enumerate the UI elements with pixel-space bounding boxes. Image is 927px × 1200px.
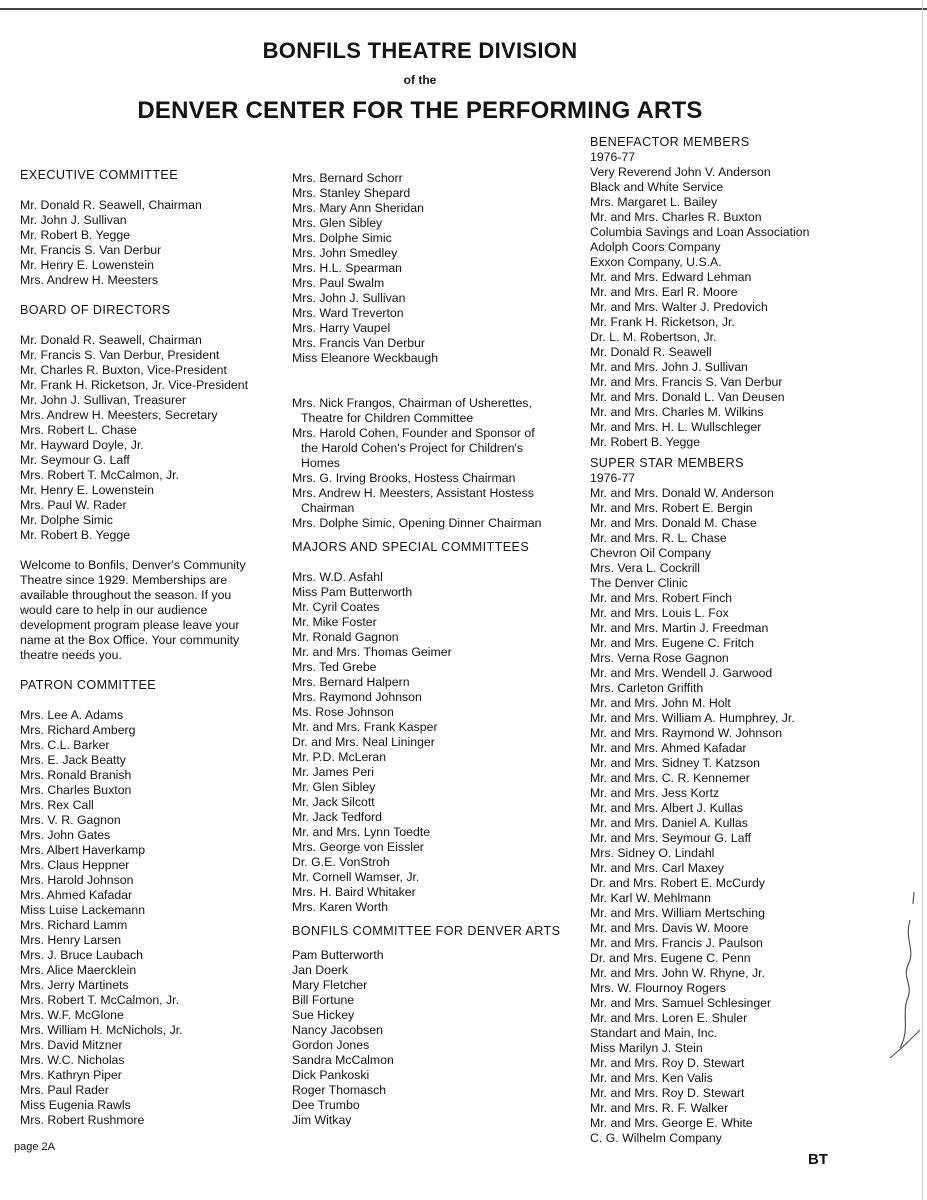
organization-title: DENVER CENTER FOR THE PERFORMING ARTS — [137, 97, 703, 124]
list-item: Mrs. Robert T. McCalmon, Jr. — [20, 993, 179, 1007]
chair-entry: Mrs. Harold Cohen, Founder and Sponsor of — [292, 426, 535, 440]
page-title: BONFILS THEATRE DIVISION — [262, 38, 578, 63]
list-item: Exxon Company, U.S.A. — [590, 255, 722, 269]
list-item: Mr. Frank H. Ricketson, Jr. Vice-President — [20, 378, 249, 392]
list-item: Columbia Savings and Loan Association — [590, 225, 810, 239]
superstar-heading: SUPER STAR MEMBERS — [590, 456, 744, 470]
list-item: Miss Eleanore Weckbaugh — [292, 351, 439, 365]
list-item: Mr. and Mrs. Roy D. Stewart — [590, 1086, 745, 1100]
list-item: Mrs. John J. Sullivan — [292, 291, 406, 305]
list-item: Mrs. Dolphe Simic — [292, 231, 392, 245]
welcome-line: available throughout the season. If you — [20, 588, 232, 602]
list-item: Mr. and Mrs. Raymond W. Johnson — [590, 726, 783, 740]
section-code: BT — [808, 1151, 828, 1168]
list-item: Mrs. Francis Van Derbur — [292, 336, 426, 350]
list-item: Mr. and Mrs. John M. Holt — [590, 696, 731, 710]
list-item: Mrs. Paul W. Rader — [20, 498, 127, 512]
benefactor-heading: BENEFACTOR MEMBERS — [590, 135, 750, 149]
list-item: Mrs. Mary Ann Sheridan — [292, 201, 424, 215]
list-item: Mrs. W.D. Asfahl — [292, 570, 383, 584]
list-item: Mrs. Margaret L. Bailey — [590, 195, 718, 209]
list-item: Miss Marilyn J. Stein — [590, 1041, 703, 1055]
list-item: Sue Hickey — [292, 1008, 355, 1022]
list-item: Mr. Donald R. Seawell — [590, 345, 712, 359]
list-item: Mr. and Mrs. John W. Rhyne, Jr. — [590, 966, 765, 980]
list-item: Mrs. V. R. Gagnon — [20, 813, 121, 827]
list-item: Dick Pankoski — [292, 1068, 370, 1082]
list-item: Mrs. Ward Treverton — [292, 306, 404, 320]
list-item: Mrs. Stanley Shepard — [292, 186, 411, 200]
list-item: Dr. and Mrs. Robert E. McCurdy — [590, 876, 765, 890]
list-item: Mr. Seymour G. Laff — [20, 453, 130, 467]
list-item: Mrs. Karen Worth — [292, 900, 389, 914]
list-item: Mr. and Mrs. Francis S. Van Derbur — [590, 375, 783, 389]
list-item: Mr. and Mrs. Donald M. Chase — [590, 516, 757, 530]
list-item: Dee Trumbo — [292, 1098, 360, 1112]
list-item: Mr. Francis S. Van Derbur — [20, 243, 162, 257]
list-item: Mr. Karl W. Mehlmann — [590, 891, 711, 905]
list-item: Mr. and Mrs. Donald L. Van Deusen — [590, 390, 785, 404]
column-left — [20, 168, 285, 1128]
list-item: Mrs. Andrew H. Meesters, Secretary — [20, 408, 218, 422]
list-item: Nancy Jacobsen — [292, 1023, 383, 1037]
list-item: Mr. Robert B. Yegge — [590, 435, 701, 449]
list-item: Mr. Cyril Coates — [292, 600, 380, 614]
list-item: The Denver Clinic — [590, 576, 688, 590]
list-item: Mr. and Mrs. Ken Valis — [590, 1071, 713, 1085]
list-item: Mrs. Raymond Johnson — [292, 690, 422, 704]
list-item: Mrs. Albert Haverkamp — [20, 843, 146, 857]
list-item: Standart and Main, Inc. — [590, 1026, 718, 1040]
list-item: Mr. and Mrs. H. L. Wullschleger — [590, 420, 762, 434]
list-item: Mrs. Lee A. Adams — [20, 708, 124, 722]
list-item: Mrs. George von Eissler — [292, 840, 424, 854]
list-item: Mr. and Mrs. Carl Maxey — [590, 861, 724, 875]
chair-entry-continued: Homes — [301, 456, 340, 470]
handwritten-mark — [880, 880, 925, 1070]
list-item: Mr. and Mrs. C. R. Kennemer — [590, 771, 750, 785]
list-item: Mrs. Sidney O. Lindahl — [590, 846, 715, 860]
executive-committee-list — [20, 198, 285, 288]
list-item: Mr. and Mrs. Eugene C. Fritch — [590, 636, 755, 650]
list-item: Mr. Robert B. Yegge — [20, 228, 131, 242]
arts-committee-heading: BONFILS COMMITTEE FOR DENVER ARTS — [292, 924, 561, 938]
patron-committee-list — [20, 708, 285, 1128]
board-list — [20, 333, 285, 543]
list-item: Mrs. Ronald Branish — [20, 768, 132, 782]
list-item: Mr. and Mrs. Ahmed Kafadar — [590, 741, 747, 755]
list-item: Mr. and Mrs. Jess Kortz — [590, 786, 720, 800]
list-item: Mr. Donald R. Seawell, Chairman — [20, 333, 202, 347]
list-item: Mr. Hayward Doyle, Jr. — [20, 438, 144, 452]
list-item: Miss Eugenia Rawls — [20, 1098, 131, 1112]
list-item: Mrs. William H. McNichols, Jr. — [20, 1023, 183, 1037]
list-item: Mr. and Mrs. Albert J. Kullas — [590, 801, 744, 815]
column-right — [590, 135, 910, 1146]
list-item: Mrs. Henry Larsen — [20, 933, 122, 947]
welcome-paragraph — [20, 558, 285, 663]
list-item: Mrs. Bernard Halpern — [292, 675, 410, 689]
list-item: Mrs. Glen Sibley — [292, 216, 383, 230]
list-item: Mr. P.D. McLeran — [292, 750, 387, 764]
top-rule — [0, 8, 927, 10]
list-item: Mrs. Claus Heppner — [20, 858, 130, 872]
list-item: Mrs. John Smedley — [292, 246, 398, 260]
column-middle — [292, 171, 582, 1128]
list-item: Mr. and Mrs. Samuel Schlesinger — [590, 996, 772, 1010]
welcome-line: name at the Box Office. Your community — [20, 633, 240, 647]
list-item: Mr. and Mrs. R. F. Walker — [590, 1101, 729, 1115]
list-item: Mr. and Mrs. Donald W. Anderson — [590, 486, 774, 500]
list-item: Miss Luise Lackemann — [20, 903, 146, 917]
list-item: Mrs. Ted Grebe — [292, 660, 377, 674]
list-item: Mr. and Mrs. Edward Lehman — [590, 270, 752, 284]
list-item: Mr. John J. Sullivan, Treasurer — [20, 393, 187, 407]
list-item: Mr. and Mrs. Earl R. Moore — [590, 285, 738, 299]
list-item: Mr. and Mrs. Roy D. Stewart — [590, 1056, 745, 1070]
list-item: Mrs. E. Jack Beatty — [20, 753, 126, 767]
list-item: Mr. Henry E. Lowenstein — [20, 483, 154, 497]
list-item: Mrs. Paul Swalm — [292, 276, 385, 290]
list-item: Mrs. Bernard Schorr — [292, 171, 403, 185]
welcome-line: Welcome to Bonfils, Denver's Community — [20, 558, 246, 572]
list-item: Gordon Jones — [292, 1038, 370, 1052]
list-item: Mr. and Mrs. Wendell J. Garwood — [590, 666, 773, 680]
chair-entry-continued: Chairman — [301, 501, 355, 515]
list-item: Mrs. Carleton Griffith — [590, 681, 704, 695]
chair-entry-continued: the Harold Cohen's Project for Children's — [301, 441, 524, 455]
list-item: Mary Fletcher — [292, 978, 368, 992]
list-item: Mrs. H. Baird Whitaker — [292, 885, 416, 899]
list-item: Mrs. Robert Rushmore — [20, 1113, 145, 1127]
list-item: Jan Doerk — [292, 963, 349, 977]
list-item: Mr. Mike Foster — [292, 615, 377, 629]
chair-entry: Mrs. Andrew H. Meesters, Assistant Hostess — [292, 486, 534, 500]
list-item: Mr. Frank H. Ricketson, Jr. — [590, 315, 735, 329]
list-item: Mr. and Mrs. Charles M. Wilkins — [590, 405, 764, 419]
list-item: Chevron Oil Company — [590, 546, 711, 560]
list-item: Mr. and Mrs. Charles R. Buxton — [590, 210, 762, 224]
list-item: Mr. and Mrs. Daniel A. Kullas — [590, 816, 748, 830]
chair-entry-continued: Theatre for Children Committee — [301, 411, 474, 425]
list-item: Mr. Glen Sibley — [292, 780, 376, 794]
list-item: Mrs. W. Flournoy Rogers — [590, 981, 726, 995]
list-item: Adolph Coors Company — [590, 240, 721, 254]
list-item: Mr. and Mrs. Robert E. Bergin — [590, 501, 753, 515]
list-item: Mrs. Harold Johnson — [20, 873, 134, 887]
list-item: Dr. and Mrs. Eugene C. Penn — [590, 951, 751, 965]
list-item: Mr. Henry E. Lowenstein — [20, 258, 154, 272]
board-heading: BOARD OF DIRECTORS — [20, 303, 171, 317]
list-item: Mr. John J. Sullivan — [20, 213, 127, 227]
page-number: page 2A — [14, 1141, 55, 1153]
list-item: Mrs. J. Bruce Laubach — [20, 948, 144, 962]
list-item: Mr. and Mrs. Martin J. Freedman — [590, 621, 769, 635]
superstar-list — [590, 486, 910, 1146]
list-item: Mrs. Rex Call — [20, 798, 94, 812]
executive-committee-heading: EXECUTIVE COMMITTEE — [20, 168, 179, 182]
list-item: Mr. Cornell Wamser, Jr. — [292, 870, 420, 884]
list-item: Mrs. Verna Rose Gagnon — [590, 651, 729, 665]
benefactor-year: 1976-77 — [590, 150, 636, 164]
welcome-line: theatre needs you. — [20, 648, 122, 662]
majors-list — [292, 570, 582, 915]
list-item: Pam Butterworth — [292, 948, 384, 962]
majors-heading: MAJORS AND SPECIAL COMMITTEES — [292, 540, 530, 554]
superstar-year: 1976-77 — [590, 471, 636, 485]
list-item: Dr. and Mrs. Neal Lininger — [292, 735, 435, 749]
list-item: Mr. Charles R. Buxton, Vice-President — [20, 363, 227, 377]
patron-committee-continued — [292, 171, 582, 366]
list-item: C. G. Wilhelm Company — [590, 1131, 722, 1145]
list-item: Mr. and Mrs. Davis W. Moore — [590, 921, 749, 935]
list-item: Roger Thomasch — [292, 1083, 387, 1097]
list-item: Dr. G.E. VonStroh — [292, 855, 390, 869]
list-item: Mr. and Mrs. William Mertsching — [590, 906, 765, 920]
list-item: Mrs. W.C. Nicholas — [20, 1053, 125, 1067]
list-item: Mr. and Mrs. Walter J. Predovich — [590, 300, 768, 314]
list-item: Mrs. Richard Amberg — [20, 723, 136, 737]
list-item: Mr. and Mrs. Francis J. Paulson — [590, 936, 763, 950]
page-subtitle: of the — [403, 73, 437, 87]
chair-entry: Mrs. G. Irving Brooks, Hostess Chairman — [292, 471, 516, 485]
list-item: Mrs. Robert T. McCalmon, Jr. — [20, 468, 179, 482]
list-item: Mr. and Mrs. Sidney T. Katzson — [590, 756, 760, 770]
benefactor-list — [590, 165, 910, 450]
list-item: Mrs. W.F. McGlone — [20, 1008, 124, 1022]
list-item: Black and White Service — [590, 180, 724, 194]
list-item: Mr. and Mrs. Loren E. Shuler — [590, 1011, 748, 1025]
list-item: Mrs. Paul Rader — [20, 1083, 109, 1097]
list-item: Mr. Jack Tedford — [292, 810, 382, 824]
list-item: Mrs. Charles Buxton — [20, 783, 132, 797]
list-item: Mr. Robert B. Yegge — [20, 528, 131, 542]
list-item: Mr. and Mrs. John J. Sullivan — [590, 360, 748, 374]
list-item: Jim Witkay — [292, 1113, 352, 1127]
list-item: Mrs. Alice Maercklein — [20, 963, 137, 977]
list-item: Mr. and Mrs. Seymour G. Laff — [590, 831, 752, 845]
list-item: Mr. Ronald Gagnon — [292, 630, 399, 644]
list-item: Mrs. Vera L. Cockrill — [590, 561, 701, 575]
welcome-line: would care to help in our audience — [20, 603, 208, 617]
list-item: Mr. and Mrs. William A. Humphrey, Jr. — [590, 711, 795, 725]
list-item: Mrs. Kathryn Piper — [20, 1068, 122, 1082]
list-item: Mr. and Mrs. George E. White — [590, 1116, 753, 1130]
chairs-list — [292, 396, 582, 531]
list-item: Sandra McCalmon — [292, 1053, 394, 1067]
list-item: Mr. James Peri — [292, 765, 374, 779]
welcome-line: Theatre since 1929. Memberships are — [20, 573, 228, 587]
list-item: Mrs. John Gates — [20, 828, 111, 842]
arts-committee-list — [292, 948, 582, 1128]
list-item: Mrs. Ahmed Kafadar — [20, 888, 133, 902]
patron-committee-heading: PATRON COMMITTEE — [20, 678, 157, 692]
list-item: Bill Fortune — [292, 993, 355, 1007]
list-item: Mrs. Robert L. Chase — [20, 423, 137, 437]
list-item: Mrs. Richard Lamm — [20, 918, 128, 932]
list-item: Mrs. H.L. Spearman — [292, 261, 403, 275]
list-item: Mrs. Jerry Martinets — [20, 978, 129, 992]
list-item: Mrs. Harry Vaupel — [292, 321, 391, 335]
list-item: Mr. and Mrs. Robert Finch — [590, 591, 733, 605]
list-item: Mrs. David Mitzner — [20, 1038, 123, 1052]
list-item: Mr. and Mrs. Frank Kasper — [292, 720, 438, 734]
list-item: Mr. and Mrs. Louis L. Fox — [590, 606, 729, 620]
list-item: Mr. and Mrs. Thomas Geimer — [292, 645, 452, 659]
list-item: Mr. Jack Silcott — [292, 795, 375, 809]
list-item: Mr. Donald R. Seawell, Chairman — [20, 198, 202, 212]
list-item: Mr. and Mrs. Lynn Toedte — [292, 825, 431, 839]
list-item: Mrs. Andrew H. Meesters — [20, 273, 159, 287]
list-item: Ms. Rose Johnson — [292, 705, 394, 719]
chair-entry: Mrs. Dolphe Simic, Opening Dinner Chairman — [292, 516, 542, 530]
list-item: Mr. Dolphe Simic — [20, 513, 113, 527]
list-item: Miss Pam Butterworth — [292, 585, 413, 599]
list-item: Very Reverend John V. Anderson — [590, 165, 771, 179]
list-item: Mrs. C.L. Barker — [20, 738, 110, 752]
welcome-line: development program please leave your — [20, 618, 240, 632]
chair-entry: Mrs. Nick Frangos, Chairman of Usherettes, — [292, 396, 532, 410]
list-item: Mr. and Mrs. R. L. Chase — [590, 531, 727, 545]
list-item: Mr. Francis S. Van Derbur, President — [20, 348, 220, 362]
list-item: Dr. L. M. Robertson, Jr. — [590, 330, 717, 344]
